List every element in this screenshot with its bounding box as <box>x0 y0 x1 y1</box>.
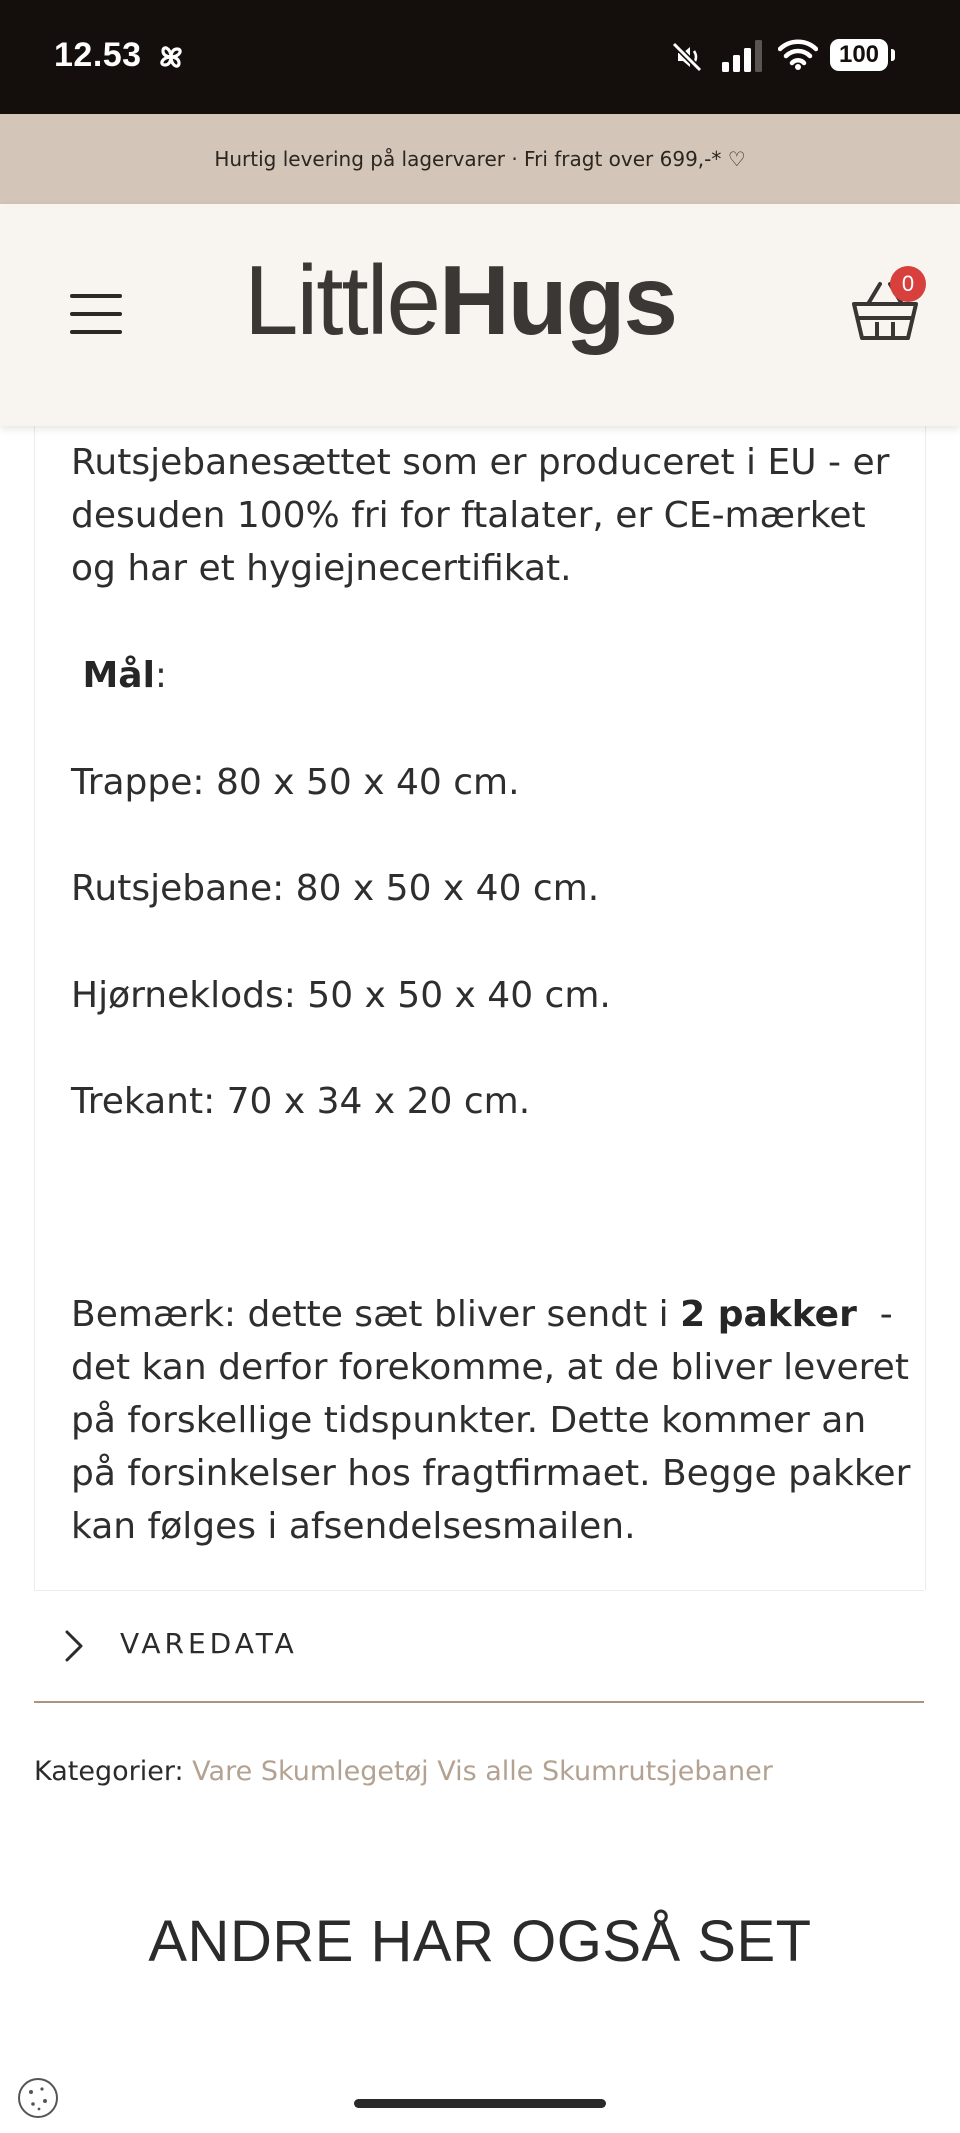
description-intro: Rutsjebanesættet som er produceret i EU - er desuden 100% fri for ftalater, er CE-mærket og har et hygiejnecertifikat. <box>71 442 890 589</box>
cart-button[interactable] <box>848 264 922 348</box>
categories <box>34 1756 773 1787</box>
chevron-right-icon <box>62 1629 86 1663</box>
note-bold: 2 pakker <box>680 1294 857 1335</box>
measures-colon: : <box>154 655 168 696</box>
measure-item: Hjørneklods: 50 x 50 x 40 cm. <box>71 975 611 1016</box>
mute-icon <box>670 40 706 74</box>
signal-icon <box>722 40 764 72</box>
category-link-vis-alle[interactable]: Vis alle <box>437 1756 534 1787</box>
logo-bold-text: Hugs <box>439 245 677 355</box>
measure-item: Trappe: 80 x 50 x 40 cm. <box>71 762 520 803</box>
measure-item: Rutsjebane: 80 x 50 x 40 cm. <box>71 868 600 909</box>
battery-level: 100 <box>830 39 888 71</box>
measure-item: Trekant: 70 x 34 x 20 cm. <box>71 1081 531 1122</box>
cart-count-badge: 0 <box>890 266 926 302</box>
product-description <box>34 426 926 1590</box>
varedata-label: VAREDATA <box>120 1627 298 1660</box>
category-link-vare[interactable]: Vare <box>192 1756 253 1787</box>
pinwheel-icon <box>154 40 188 74</box>
related-heading: ANDRE HAR OGSÅ SET <box>148 1909 812 1974</box>
home-indicator[interactable] <box>354 2099 606 2108</box>
category-link-skumrutsjebaner[interactable]: Skumrutsjebaner <box>542 1756 773 1787</box>
measures-label: Mål <box>82 655 155 696</box>
shipping-note <box>71 1288 921 1553</box>
category-link-skumlegetoj[interactable]: Skumlegetøj <box>260 1756 429 1787</box>
note-text-start: Bemærk: dette sæt bliver sendt i <box>71 1294 681 1335</box>
promo-banner: Hurtig levering på lagervarer · Fri fragt over 699,-* ♡ <box>0 114 960 204</box>
status-bar <box>0 0 960 114</box>
cookie-icon[interactable] <box>16 2076 60 2120</box>
menu-icon[interactable] <box>70 292 124 336</box>
note-text-end: - det kan derfor forekomme, at de bliver leveret på forskellige tidspunkter. Dette kommer an på forsinkelser hos fragtfirmaet. Begge pakker kan følges i afsendelsesmailen. <box>71 1294 922 1547</box>
battery-icon <box>830 39 896 73</box>
status-time: 12.53 <box>54 36 142 74</box>
varedata-accordion[interactable] <box>34 1590 924 1703</box>
measures-heading <box>71 649 921 702</box>
site-logo[interactable] <box>244 244 676 374</box>
categories-label: Kategorier: <box>34 1756 184 1787</box>
site-header <box>0 204 960 426</box>
logo-light-text: Little <box>244 245 440 355</box>
wifi-icon <box>778 38 818 70</box>
